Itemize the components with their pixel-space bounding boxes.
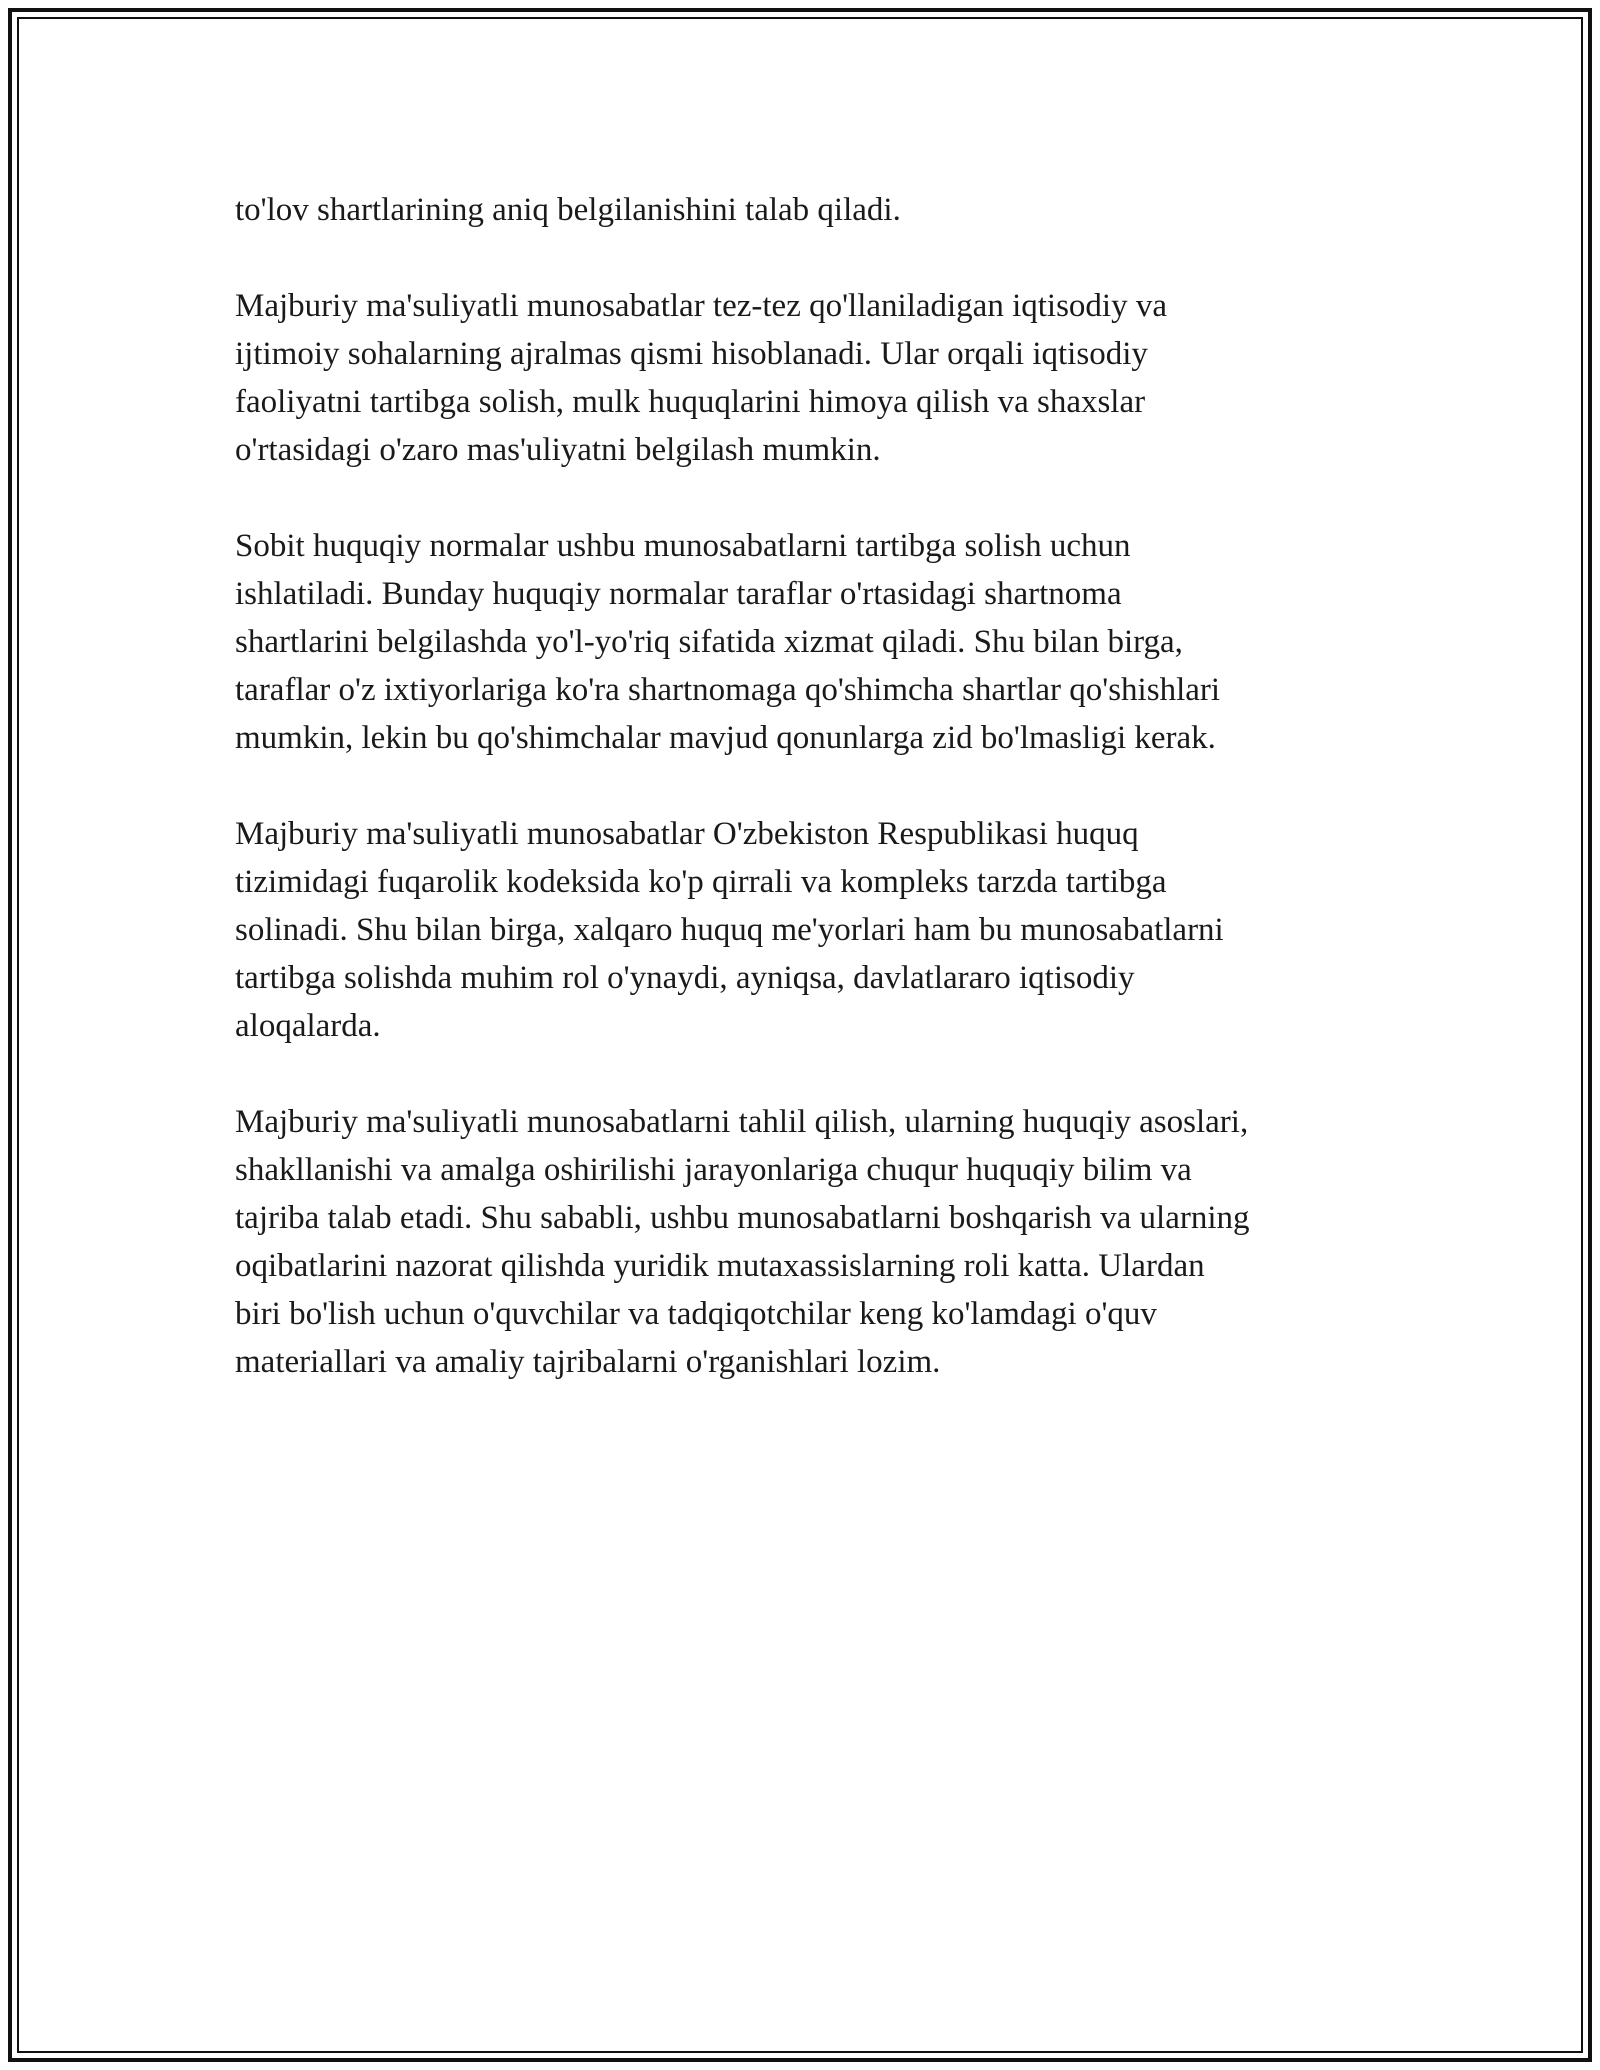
document-body — [235, 186, 1375, 1434]
paragraph-2: Majburiy ma'suliyatli munosabatlar tez-tez qo'llaniladigan iqtisodiy va ijtimoiy sohalarning ajralmas qismi hisoblanadi. Ular orqali iqtisodiy faoliyatni tartibga solish, mulk huquqlarini himoya qilish va shaxslar o'rtasidagi o'zaro mas'uliyatni belgilash mumkin. — [235, 288, 1167, 468]
paragraph-5: Majburiy ma'suliyatli munosabatlarni tahlil qilish, ularning huquqiy asoslari, shakllanishi va amalga oshirilishi jarayonlariga chuqur huquqiy bilim va tajriba talab etadi. Shu sababli, ushbu munosabatlarni boshqarish va ularning oqibatlarini nazorat qilishda yuridik mutaxassislarning roli katta. Ulardan biri bo'lish uchun o'quvchilar va tadqiqotchilar keng ko'lamdagi o'quv materiallari va amaliy tajribalarni o'rganishlari lozim. — [235, 1104, 1250, 1380]
paragraph-3: Sobit huquqiy normalar ushbu munosabatlarni tartibga solish uchun ishlatiladi. Bunday huquqiy normalar taraflar o'rtasidagi shartnoma shartlarini belgilashda yo'l-yo'riq sifatida xizmat qiladi. Shu bilan birga, taraflar o'z ixtiyorlariga ko'ra shartnomaga qo'shimcha shartlar qo'shishlari mumkin, lekin bu qo'shimchalar mavjud qonunlarga zid bo'lmasligi kerak. — [235, 528, 1221, 756]
paragraph-1: to'lov shartlarining aniq belgilanishini talab qiladi. — [235, 192, 901, 228]
paragraph-4: Majburiy ma'suliyatli munosabatlar O'zbekiston Respublikasi huquq tizimidagi fuqarolik kodeksida ko'p qirrali va kompleks tarzda tartibga solinadi. Shu bilan birga, xalqaro huquq me'yorlari ham bu munosabatlarni tartibga solishda muhim rol o'ynaydi, ayniqsa, davlatlararo iqtisodiy aloqalarda. — [235, 816, 1224, 1044]
